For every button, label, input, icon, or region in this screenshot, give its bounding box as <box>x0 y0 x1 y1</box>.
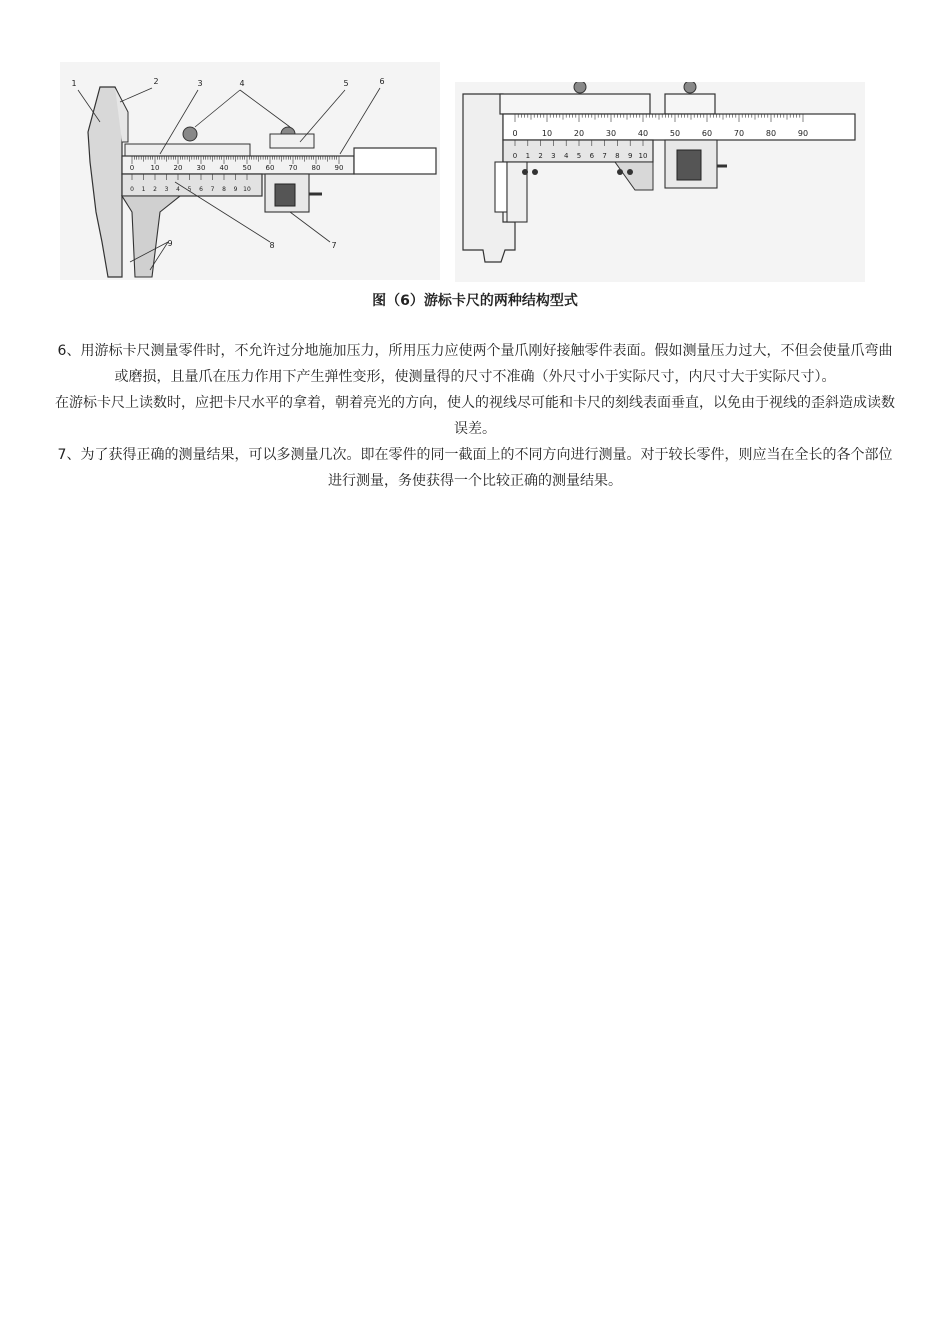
vernier-label: 3 <box>164 186 169 193</box>
locking-screw-1 <box>574 82 586 93</box>
scale-label: 90 <box>797 129 809 138</box>
part-number: 3 <box>197 79 203 88</box>
vernier-label: 2 <box>538 152 543 160</box>
scale-label: 30 <box>196 164 206 172</box>
vernier-label: 3 <box>551 152 556 160</box>
locking-screw-1 <box>183 127 197 141</box>
caliper-diagram-right <box>455 82 865 282</box>
locking-screw-2 <box>684 82 696 93</box>
vernier-label: 4 <box>176 186 180 193</box>
vernier-label: 5 <box>576 152 582 160</box>
part-number: 6 <box>379 77 385 86</box>
vernier-label: 5 <box>187 186 192 193</box>
scale-label: 40 <box>219 164 229 172</box>
part-number: 8 <box>269 241 275 250</box>
scale-label: 0 <box>129 164 135 172</box>
scale-label: 80 <box>311 164 321 172</box>
caliper-diagram-left <box>60 62 440 280</box>
adjust-nut <box>677 150 701 180</box>
paragraph-7: 7、为了获得正确的测量结果，可以多测量几次。即在零件的同一截面上的不同方向进行测量。对于较长零件，则应当在全长的各个部位进行测量，务使获得一个比较正确的测量结果。 <box>57 447 893 489</box>
rivet <box>627 169 633 175</box>
paragraph-6: 6、用游标卡尺测量零件时，不允许过分地施加压力，所用压力应使两个量爪刚好接触零件表面。假如测量压力过大，不但会使量爪弯曲或磨损，且量爪在压力作用下产生弹性变形，使测量得的尺寸不准确（外尺寸小于实际尺寸，内尺寸大于实际尺寸）。 <box>57 343 893 385</box>
slider-top <box>500 94 650 114</box>
scale-label: 90 <box>334 164 344 172</box>
scale-label: 10 <box>150 164 160 172</box>
rivet <box>617 169 623 175</box>
vernier-label: 7 <box>210 186 215 193</box>
vernier-label: 10 <box>638 152 648 160</box>
scale-label: 60 <box>701 129 713 138</box>
part-number: 7 <box>331 241 337 250</box>
scale-label: 0 <box>512 129 518 138</box>
paragraph-reading: 在游标卡尺上读数时，应把卡尺水平的拿着，朝着亮光的方向，使人的视线尽可能和卡尺的刻线表面垂直，以免由于视线的歪斜造成读数误差。 <box>55 395 895 437</box>
scale-label: 20 <box>573 129 585 138</box>
scale-label: 30 <box>605 129 617 138</box>
body-text <box>55 338 895 494</box>
scale-label: 50 <box>242 164 252 172</box>
scale-label: 40 <box>637 129 649 138</box>
vernier-label: 2 <box>153 186 157 193</box>
scale-label: 10 <box>541 129 553 138</box>
vernier-label: 8 <box>615 152 620 160</box>
part-number: 1 <box>71 79 77 88</box>
beam-end <box>354 148 436 174</box>
figure-caption: 图（6）游标卡尺的两种结构型式 <box>372 293 578 309</box>
part-number: 2 <box>153 77 159 86</box>
rivet <box>522 169 528 175</box>
vernier-label: 1 <box>525 152 531 160</box>
vernier-label: 10 <box>243 186 251 193</box>
figure-row <box>60 62 890 280</box>
scale-label: 80 <box>765 129 777 138</box>
scale-label: 60 <box>265 164 275 172</box>
part-number: 4 <box>239 79 245 88</box>
inner-jaw-edge <box>495 162 507 212</box>
part-number: 9 <box>167 239 173 248</box>
scale-label: 50 <box>669 129 681 138</box>
vernier-label: 9 <box>233 186 238 193</box>
vernier-label: 7 <box>602 152 607 160</box>
part-number: 5 <box>343 79 349 88</box>
vernier-label: 1 <box>141 186 146 193</box>
vernier-label: 6 <box>199 186 203 193</box>
vernier-label: 6 <box>589 152 595 160</box>
scale-label: 20 <box>173 164 183 172</box>
vernier-label: 4 <box>563 152 569 160</box>
fine-adjust-frame <box>270 134 314 148</box>
vernier-label: 0 <box>130 186 134 193</box>
vernier-label: 0 <box>512 152 518 160</box>
vernier-label: 9 <box>627 152 633 160</box>
vernier-label: 8 <box>222 186 226 193</box>
rivet <box>532 169 538 175</box>
scale-label: 70 <box>733 129 745 138</box>
fine-adjust-top <box>665 94 715 114</box>
adjust-nut <box>275 184 295 206</box>
scale-label: 70 <box>288 164 298 172</box>
